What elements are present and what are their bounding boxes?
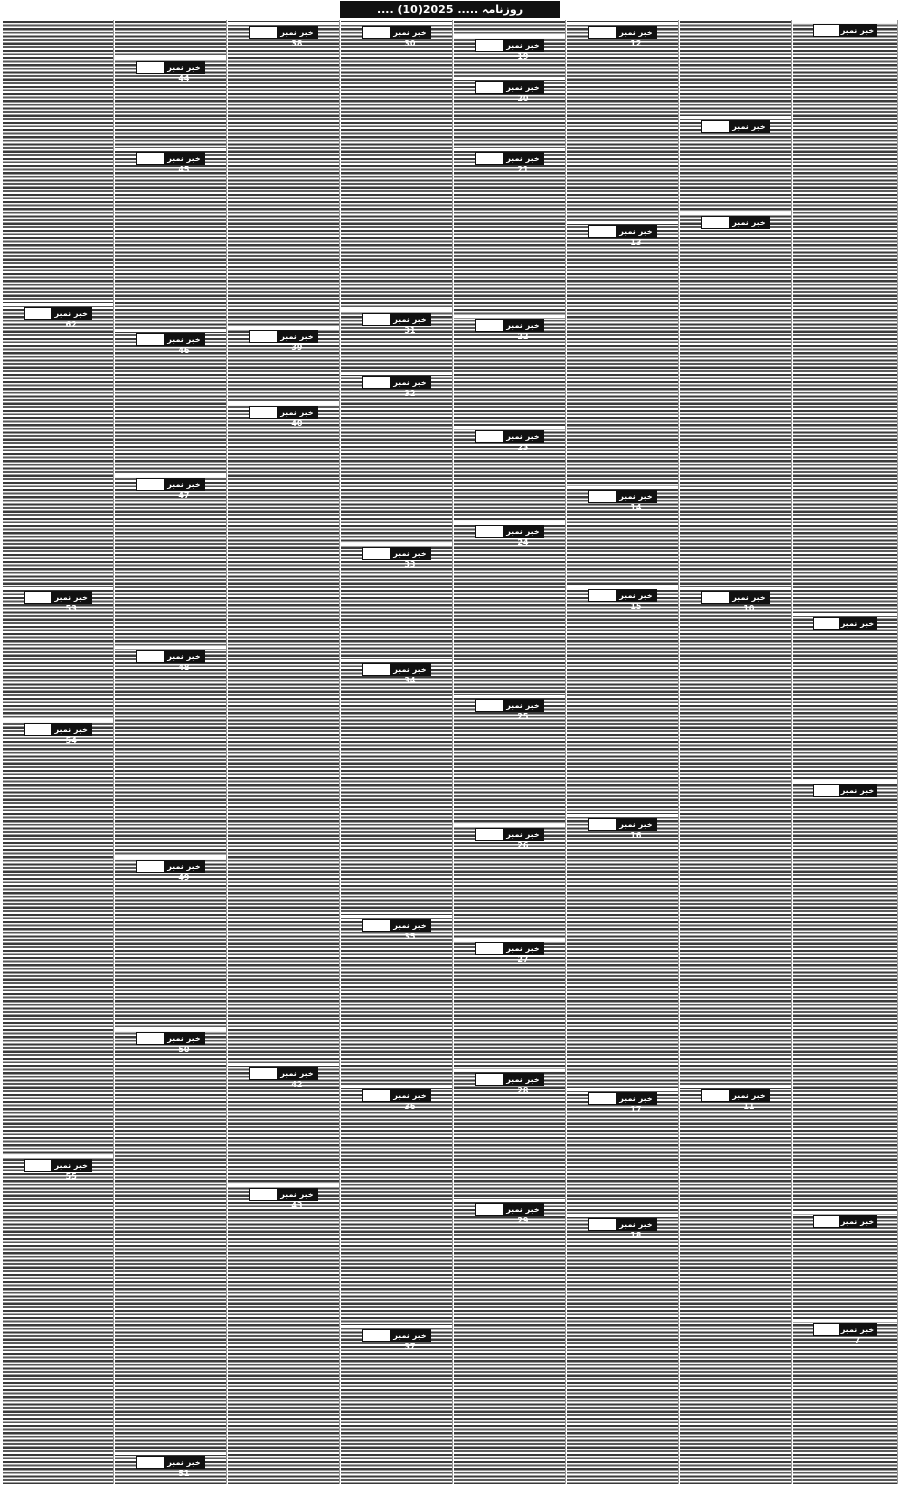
story-number-label: خبر نمبر 37 [390,1330,430,1341]
story-divider [454,426,565,429]
story-divider [567,1214,678,1217]
story-divider [567,486,678,489]
story-number-label: خبر نمبر 62 [51,308,91,319]
story-number-label: خبر نمبر 35 [390,920,430,931]
story-number-label: خبر نمبر 47 [164,479,204,490]
story-divider [341,309,452,312]
story-divider [115,1028,226,1031]
story-divider [3,719,113,722]
column-5 [454,20,565,1484]
story-number-header [475,1203,544,1225]
story-number-header [813,617,877,630]
story-number-header [249,330,318,352]
story-number-label: خبر نمبر [840,619,875,628]
column-4 [341,20,452,1484]
story-divider [228,1184,339,1187]
story-divider [341,372,452,375]
masthead: روزنامہ ..... 2025(10) .... [340,1,560,18]
story-number-header [136,478,205,500]
story-divider [3,303,113,306]
story-divider [454,1069,565,1072]
story-number-header [475,525,544,547]
column-1 [3,20,113,1484]
story-number-header [362,663,431,685]
story-number-header [588,26,657,48]
story-number-label: خبر نمبر 7 [840,1325,875,1345]
column-2 [115,20,226,1484]
story-number-header [24,1159,92,1181]
story-number-header [813,24,877,37]
story-divider [341,22,452,25]
story-divider [567,221,678,224]
story-number-label: خبر نمبر 13 [616,226,656,237]
story-number-label: خبر نمبر [840,786,875,795]
story-number-header [588,589,657,611]
story-number-label: خبر نمبر 17 [616,1093,656,1104]
story-number-label: خبر نمبر 11 [729,1090,769,1101]
story-number-label: خبر نمبر [729,217,769,228]
story-divider [228,402,339,405]
story-number-header [136,152,205,174]
story-divider [454,938,565,941]
story-number-label: خبر نمبر 28 [503,1074,543,1085]
story-divider [793,780,897,783]
story-number-label: خبر نمبر 31 [390,314,430,325]
story-divider [567,22,678,25]
story-number-header [362,26,431,48]
story-number-header [136,1032,205,1054]
story-number-header [701,120,770,133]
story-divider [228,1063,339,1066]
story-number-header [475,39,544,61]
story-divider [115,474,226,477]
story-number-label: خبر نمبر 36 [390,1090,430,1101]
story-number-header [136,860,205,882]
story-divider [793,1319,897,1322]
story-number-label: خبر نمبر 55 [51,1160,91,1171]
story-number-label: خبر نمبر 38 [277,27,317,38]
story-number-header [136,1456,205,1478]
story-number-label: خبر نمبر 27 [503,943,543,954]
story-divider [454,315,565,318]
story-divider [793,613,897,616]
story-number-label: خبر نمبر 54 [51,724,91,735]
story-number-label: خبر نمبر 21 [503,153,543,164]
story-number-label: خبر نمبر 44 [164,62,204,73]
story-number-header [249,1188,318,1210]
story-number-header [249,406,318,428]
story-number-header [362,1089,431,1111]
story-number-label: خبر نمبر 40 [277,407,317,418]
story-number-label: خبر نمبر 23 [503,431,543,442]
story-divider [3,1155,113,1158]
story-number-label: خبر نمبر 14 [616,491,656,502]
story-number-header [362,1329,431,1351]
story-divider [3,587,113,590]
story-number-header [475,942,544,964]
story-number-header [136,650,205,672]
story-divider [454,148,565,151]
story-number-label: خبر نمبر 20 [503,82,543,93]
story-number-label: خبر نمبر [840,1217,875,1226]
story-divider [341,659,452,662]
story-number-header [475,152,544,174]
story-number-header [362,919,431,941]
story-number-header [136,61,205,83]
story-number-header [475,1073,544,1095]
story-divider [115,1452,226,1455]
story-number-label: خبر نمبر [729,121,769,132]
story-number-label: خبر نمبر 48 [164,651,204,662]
story-divider [567,1088,678,1091]
story-number-label: خبر نمبر 49 [164,861,204,872]
story-number-header [813,1215,877,1228]
story-number-label: خبر نمبر 10 [729,592,769,603]
newspaper-page [3,20,897,1484]
story-number-header [701,216,770,229]
story-number-header [475,430,544,452]
story-number-header [588,1092,657,1114]
story-number-label: خبر نمبر 51 [164,1457,204,1468]
story-divider [341,1085,452,1088]
story-number-label: خبر نمبر 18 [616,1219,656,1230]
story-divider [115,329,226,332]
story-number-header [249,26,318,48]
story-number-header [475,699,544,721]
story-number-label: خبر نمبر 43 [277,1189,317,1200]
story-number-header [701,591,770,613]
story-divider [793,20,897,23]
story-number-label: خبر نمبر 25 [503,700,543,711]
story-divider [115,646,226,649]
story-divider [341,543,452,546]
column-3 [228,20,339,1484]
story-number-label: خبر نمبر 32 [390,377,430,388]
story-divider [680,116,791,119]
story-number-label: خبر نمبر 53 [51,592,91,603]
story-number-header [24,723,92,745]
story-number-label: خبر نمبر 12 [616,27,656,38]
story-divider [680,587,791,590]
story-divider [454,824,565,827]
story-divider [228,326,339,329]
story-number-header [813,784,877,797]
story-number-label: خبر نمبر 19 [503,40,543,51]
story-number-header [362,313,431,335]
story-divider [567,814,678,817]
story-number-label: خبر نمبر 50 [164,1033,204,1044]
story-number-header [249,1067,318,1089]
story-number-header [475,828,544,850]
story-number-header [813,1323,877,1345]
story-number-header [475,319,544,341]
story-number-header [136,333,205,355]
story-number-label: خبر نمبر 24 [503,526,543,537]
story-divider [228,22,339,25]
story-number-label: خبر نمبر 39 [277,331,317,342]
story-number-label: خبر نمبر 30 [390,27,430,38]
story-number-label: خبر نمبر 45 [164,153,204,164]
story-divider [454,77,565,80]
column-7 [680,20,791,1484]
story-number-label: خبر نمبر 34 [390,664,430,675]
story-number-header [588,225,657,247]
story-number-label: خبر نمبر 42 [277,1068,317,1079]
story-number-label: خبر نمبر 26 [503,829,543,840]
story-number-header [362,376,431,398]
story-number-header [588,818,657,840]
story-divider [115,148,226,151]
story-divider [341,1325,452,1328]
column-8 [793,20,897,1484]
story-number-header [24,307,92,329]
column-6 [567,20,678,1484]
story-divider [793,1211,897,1214]
story-divider [341,915,452,918]
story-number-label: خبر نمبر 15 [616,590,656,601]
story-number-label: خبر نمبر [840,26,875,35]
story-divider [454,695,565,698]
story-divider [454,521,565,524]
story-divider [454,1199,565,1202]
story-number-header [701,1089,770,1111]
story-number-header [588,490,657,512]
story-divider [680,1085,791,1088]
story-number-header [475,81,544,103]
story-divider [115,57,226,60]
story-divider [115,856,226,859]
story-number-header [362,547,431,569]
story-divider [680,212,791,215]
story-divider [567,585,678,588]
story-number-header [24,591,92,613]
story-number-label: خبر نمبر 16 [616,819,656,830]
story-number-label: خبر نمبر 33 [390,548,430,559]
story-number-header [588,1218,657,1240]
story-number-label: خبر نمبر 29 [503,1204,543,1215]
story-divider [454,35,565,38]
story-number-label: خبر نمبر 46 [164,334,204,345]
story-number-label: خبر نمبر 22 [503,320,543,331]
